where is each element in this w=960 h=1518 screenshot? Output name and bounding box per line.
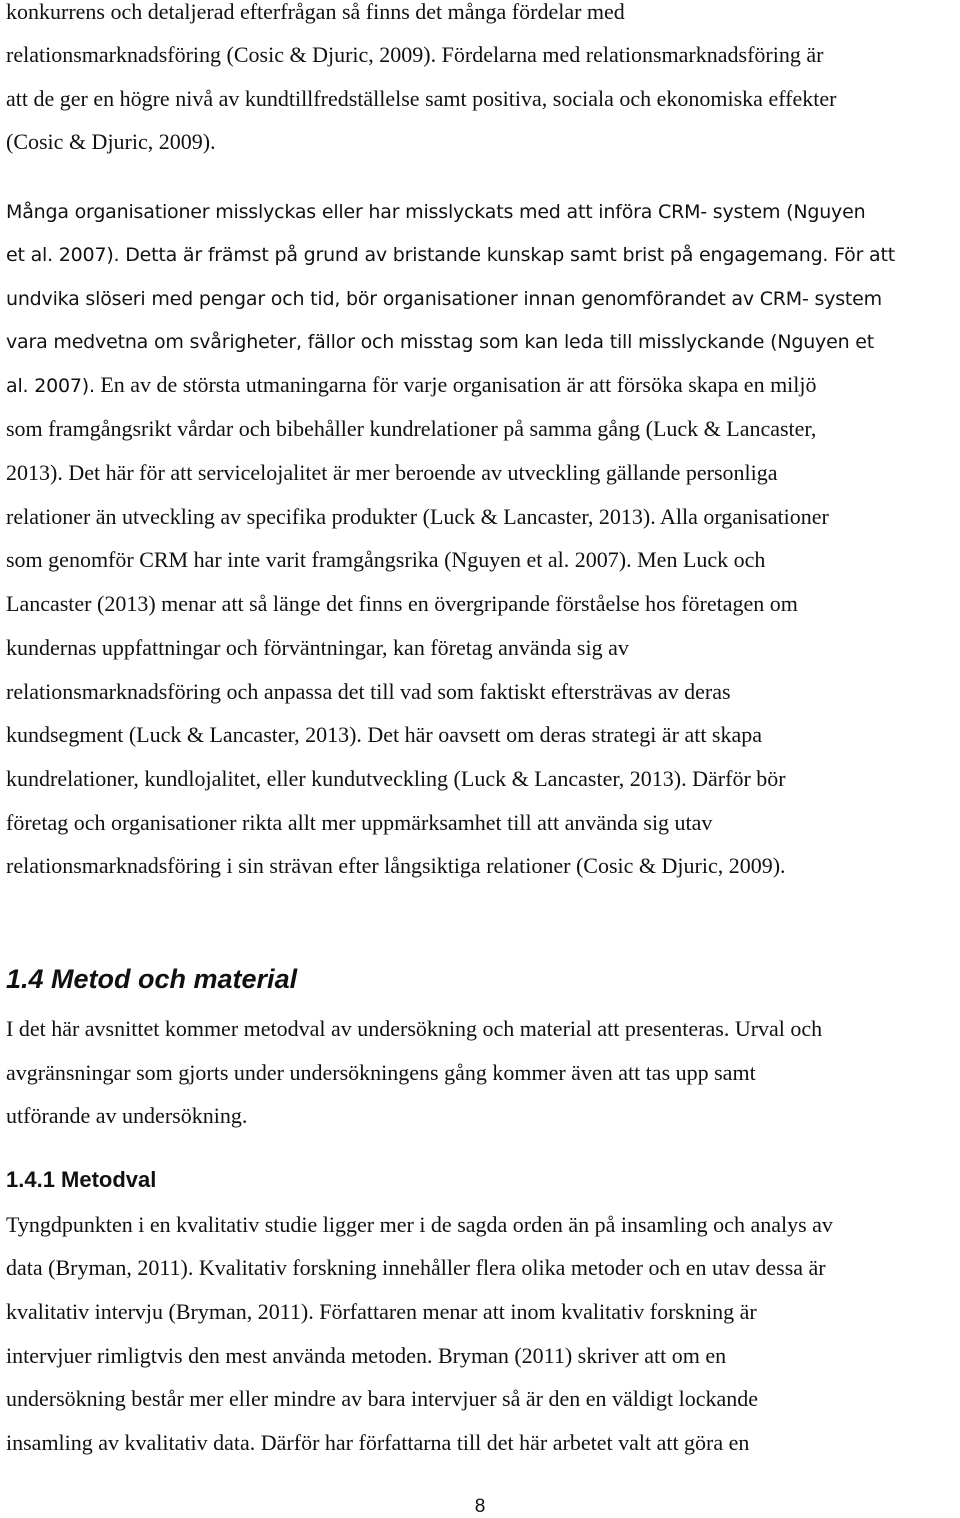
paragraph-line: konkurrens och detaljerad efterfrågan så finns det många fördelar med: [6, 0, 625, 24]
paragraph-line: undersökning består mer eller mindre av bara intervjuer så är den en väldigt lockande: [6, 1386, 758, 1411]
page-number: 8: [474, 1496, 486, 1517]
paragraph-line: som framgångsrikt vårdar och bibehåller kundrelationer på samma gång (Luck & Lancaster,: [6, 416, 817, 441]
paragraph-line: kundrelationer, kundlojalitet, eller kundutveckling (Luck & Lancaster, 2013). Därför bör: [6, 766, 786, 791]
paragraph-line: kundernas uppfattningar och förväntningar, kan företag använda sig av: [6, 635, 629, 660]
paragraph-line: avgränsningar som gjorts under undersökningens gång kommer även att tas upp samt: [6, 1060, 756, 1085]
section-heading: 1.4 Metod och material: [6, 964, 298, 994]
paragraph-line: insamling av kvalitativ data. Därför har författarna till det här arbetet valt att göra en: [6, 1430, 750, 1455]
paragraph-fragment: En av de största utmaningarna för varje organisation är att försöka skapa en miljö: [94, 372, 817, 397]
paragraph-line: et al. 2007). Detta är främst på grund av bristande kunskap samt brist på engagemang. För att: [6, 244, 895, 266]
paragraph-line: relationsmarknadsföring i sin strävan efter långsiktiga relationer (Cosic & Djuric, 2009).: [6, 853, 786, 878]
paragraph-line: som genomför CRM har inte varit framgångsrika (Nguyen et al. 2007). Men Luck och: [6, 547, 766, 572]
paragraph-line: (Cosic & Djuric, 2009).: [6, 129, 216, 154]
paragraph-line-mixed: [6, 372, 817, 399]
paragraph-line: kundsegment (Luck & Lancaster, 2013). Det här oavsett om deras strategi är att skapa: [6, 722, 763, 747]
paragraph-line: Många organisationer misslyckas eller har misslyckats med att införa CRM- system (Nguyen: [6, 201, 866, 223]
paragraph-line: undvika slöseri med pengar och tid, bör organisationer innan genomförandet av CRM- system: [6, 288, 882, 310]
paragraph-line: vara medvetna om svårigheter, fällor och misstag som kan leda till misslyckande (Nguyen et: [6, 331, 874, 353]
paragraph-line: data (Bryman, 2011). Kvalitativ forskning innehåller flera olika metoder och en utav dessa är: [6, 1255, 826, 1280]
paragraph-line: kvalitativ intervju (Bryman, 2011). Författaren menar att inom kvalitativ forskning är: [6, 1299, 757, 1324]
paragraph-line: relationer än utveckling av specifika produkter (Luck & Lancaster, 2013). Alla organisationer: [6, 504, 829, 529]
paragraph-line: att de ger en högre nivå av kundtillfredställelse samt positiva, sociala och ekonomiska effekter: [6, 86, 837, 111]
subsection-heading: 1.4.1 Metodval: [6, 1167, 157, 1192]
paragraph-line: Lancaster (2013) menar att så länge det finns en övergripande förståelse hos företagen om: [6, 591, 798, 616]
paragraph-line: I det här avsnittet kommer metodval av undersökning och material att presenteras. Urval och: [6, 1016, 823, 1041]
paragraph-line: Tyngdpunkten i en kvalitativ studie ligger mer i de sagda orden än på insamling och analys av: [6, 1212, 833, 1237]
paragraph-line: relationsmarknadsföring och anpassa det till vad som faktiskt eftersträvas av deras: [6, 679, 731, 704]
paragraph-line: 2013). Det här för att servicelojalitet är mer beroende av utveckling gällande personliga: [6, 460, 778, 485]
paragraph-fragment: al. 2007).: [6, 375, 95, 397]
paragraph-line: företag och organisationer rikta allt mer uppmärksamhet till att använda sig utav: [6, 810, 713, 835]
paragraph-line: intervjuer rimligtvis den mest använda metoden. Bryman (2011) skriver att om en: [6, 1343, 727, 1368]
paragraph-line: relationsmarknadsföring (Cosic & Djuric, 2009). Fördelarna med relationsmarknadsföring är: [6, 42, 824, 67]
paragraph-line: utförande av undersökning.: [6, 1103, 248, 1128]
